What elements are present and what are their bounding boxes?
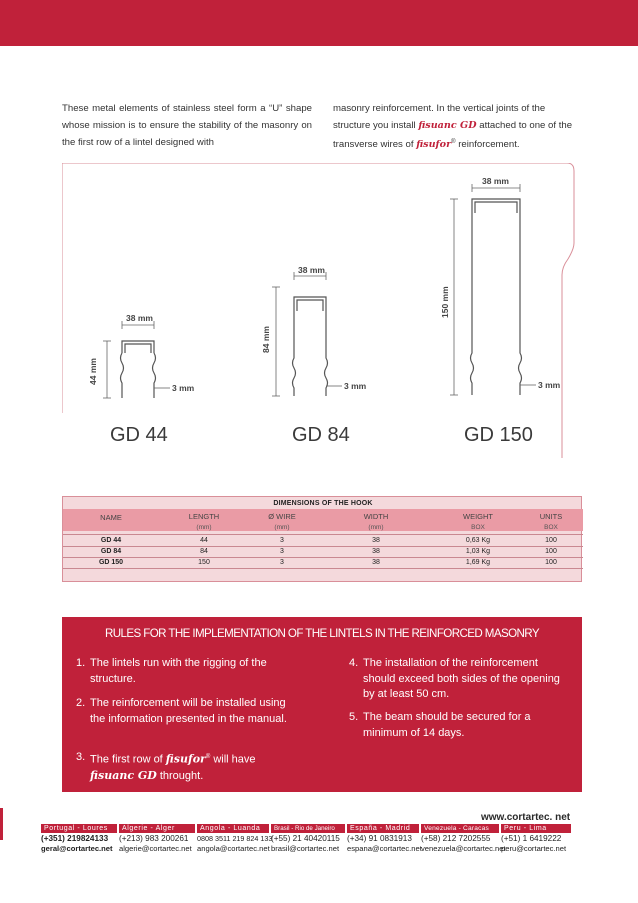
brand-fisufor: fisufor	[165, 752, 206, 766]
gd84-label: GD 84	[292, 424, 350, 446]
intro-left-paragraph: These metal elements of stainless steel form a “U” shape whose mission is to ensure the stability of the masonry on the first row of a lintel designed with	[62, 103, 312, 148]
table-row: GD 84 84 3 38 1,03 Kg 100	[100, 548, 557, 555]
hook-gd150-drawing	[471, 199, 522, 395]
hook-gd84-drawing	[293, 297, 328, 396]
gd44-width-label: 38 mm	[126, 313, 153, 323]
gd84-wire-label: 3 mm	[344, 381, 367, 391]
rules-box	[62, 617, 582, 792]
office-algerie: Algerie - Alger (+213) 983 200261 algerie@cortartec.net	[119, 824, 195, 854]
gd84-width-label: 38 mm	[298, 265, 325, 275]
office-portugal: Portugal - Loures (+351) 219824133 geral@cortartec.net	[41, 824, 117, 854]
gd84-height-label: 84 mm	[261, 326, 271, 353]
gd44-height-label: 44 mm	[88, 358, 98, 385]
col-head-weight: WEIGHT BOX	[463, 512, 493, 531]
rules-title: RULES FOR THE IMPLEMENTATION OF THE LINTELS IN THE REINFORCED MASONRY	[104, 627, 539, 640]
footer-offices	[0, 824, 638, 854]
gd150-label: GD 150	[464, 424, 533, 446]
col-head-width: WIDTH (mm)	[363, 512, 389, 531]
rule-1: 1. The lintels run with the rigging of the structure.	[76, 657, 267, 685]
office-angola: Angola - Luanda 0808 3511 219 824 133 angola@cortartec.net	[197, 825, 273, 853]
website-link[interactable]: www.cortartec. net	[481, 812, 571, 823]
hook-diagram	[62, 163, 582, 458]
gd44-wire-label: 3 mm	[172, 383, 195, 393]
dimensions-table-title: DIMENSIONS OF THE HOOK	[273, 500, 373, 507]
table-row: GD 150 150 3 38 1,69 Kg 100	[98, 559, 557, 566]
gd150-height-label: 150 mm	[440, 286, 450, 318]
rule-3: 3. The first row of fisufor® will have fisuanc GD throught.	[76, 751, 256, 783]
gd150-width-label: 38 mm	[482, 176, 509, 186]
brand-fisuanc-gd: fisuanc GD	[418, 120, 477, 131]
office-peru: Peru - Lima (+51) 1 6419222 peru@cortartec.net	[501, 824, 571, 854]
gd44-label: GD 44	[110, 424, 168, 446]
office-brasil: Brasil - Rio de Janeiro (+55) 21 40420115 brasil@cortartec.net	[271, 824, 345, 854]
dimensions-table	[62, 496, 582, 582]
office-venezuela: Venezuela - Caracas (+58) 212 7202555 venezuela@cortartec.net	[421, 825, 506, 853]
col-head-name: NAME	[100, 513, 122, 522]
gd150-wire-label: 3 mm	[538, 380, 561, 390]
brand-fisuanc-gd: fisuanc GD	[90, 769, 157, 783]
intro-right-paragraph: masonry reinforcement. In the vertical joints of the structure you install fisuanc GD attached to one of the transverse wires of fisufor® reinforcement.	[333, 103, 573, 151]
table-row: GD 44 44 3 38 0,63 Kg 100	[100, 537, 557, 544]
col-head-units: UNITS BOX	[539, 512, 563, 531]
rule-4: 4. The installation of the reinforcement should exceed both sides of the opening by at least 50 cm.	[349, 657, 560, 700]
hook-gd44-drawing	[121, 341, 156, 398]
rule-2: 2. The reinforcement will be installed using the information presented in the manual.	[76, 697, 287, 725]
office-espana: España - Madrid (+34) 91 0831913 espana@cortartec.net	[347, 825, 422, 853]
dimensions-table-header	[63, 509, 583, 531]
brand-fisufor: fisufor	[416, 139, 452, 151]
rule-5: 5. The beam should be secured for a minimum of 14 days.	[349, 711, 531, 739]
col-head-length: LENGTH (mm)	[188, 512, 220, 531]
top-color-band	[0, 0, 638, 46]
col-head-wire: Ø WIRE (mm)	[268, 512, 296, 531]
